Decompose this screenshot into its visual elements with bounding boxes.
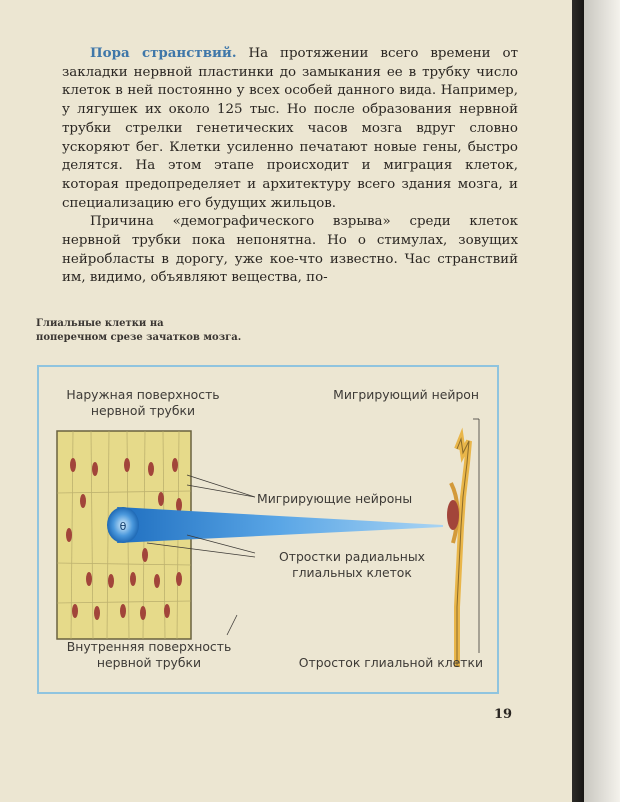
caption-line-1: Глиальные клетки на: [36, 318, 164, 329]
svg-text:θ: θ: [119, 520, 127, 533]
book-spine: [572, 0, 584, 802]
body-text: [62, 44, 518, 288]
caption-line-2: поперечном срезе зачатков мозга.: [36, 332, 242, 343]
magnification-beam: [117, 507, 443, 543]
label-inner-surface-line-1: Внутренняя поверхность: [66, 639, 232, 654]
label-migrating-neurons: Мигрирующие нейроны: [257, 491, 413, 506]
glial-fiber-diagram: [447, 439, 469, 667]
label-radial-processes-line-1: Отростки радиальных: [278, 549, 426, 564]
figure-frame: [37, 365, 499, 694]
paragraph-1-text: На протяжении всего времени от закладки нервной пластинки до замыкания ее в трубку число клеток в ней постоянно у всех особей данного вида. Например, у лягушек их около 125 тыс. Но после образования нервной трубки стрелки генетических часов мозга вдруг словно ускоряют бег. Клетки усиленно печатают новые гены, быстро делятся. На этом этапе происходит и миграция клеток, которая предопределяет и архитектуру всего здания мозга, и специализацию его будущих жильцов.: [62, 46, 518, 211]
paragraph-1: [62, 44, 518, 213]
label-outer-surface-line-2: нервной трубки: [90, 403, 196, 418]
run-in-heading: Пора странствий.: [90, 45, 237, 61]
label-inner-surface-line-2: нервной трубки: [96, 655, 202, 670]
migrating-neuron-cell: [447, 500, 459, 530]
label-outer-surface-line-1: Наружная поверхность: [66, 387, 220, 402]
page-edge: [584, 0, 620, 802]
label-glial-process: Отросток глиальной клетки: [298, 655, 483, 670]
label-inner-surface: [49, 639, 249, 671]
label-migrating-neuron: Мигрирующий нейрон: [333, 387, 479, 402]
paragraph-2: Причина «демографического взрыва» среди клеток нервной трубки пока непонятна. Но о стимулах, зовущих нейробласты в дорогу, уже кое-что известно. Час странствий им, видимо, объявляют вещества, по-: [62, 214, 518, 286]
figure-caption: [36, 317, 356, 345]
label-radial-processes-line-2: глиальных клеток: [292, 565, 412, 580]
label-radial-processes: [257, 549, 447, 581]
label-outer-surface: [53, 387, 233, 419]
page-number: 19: [494, 707, 513, 722]
